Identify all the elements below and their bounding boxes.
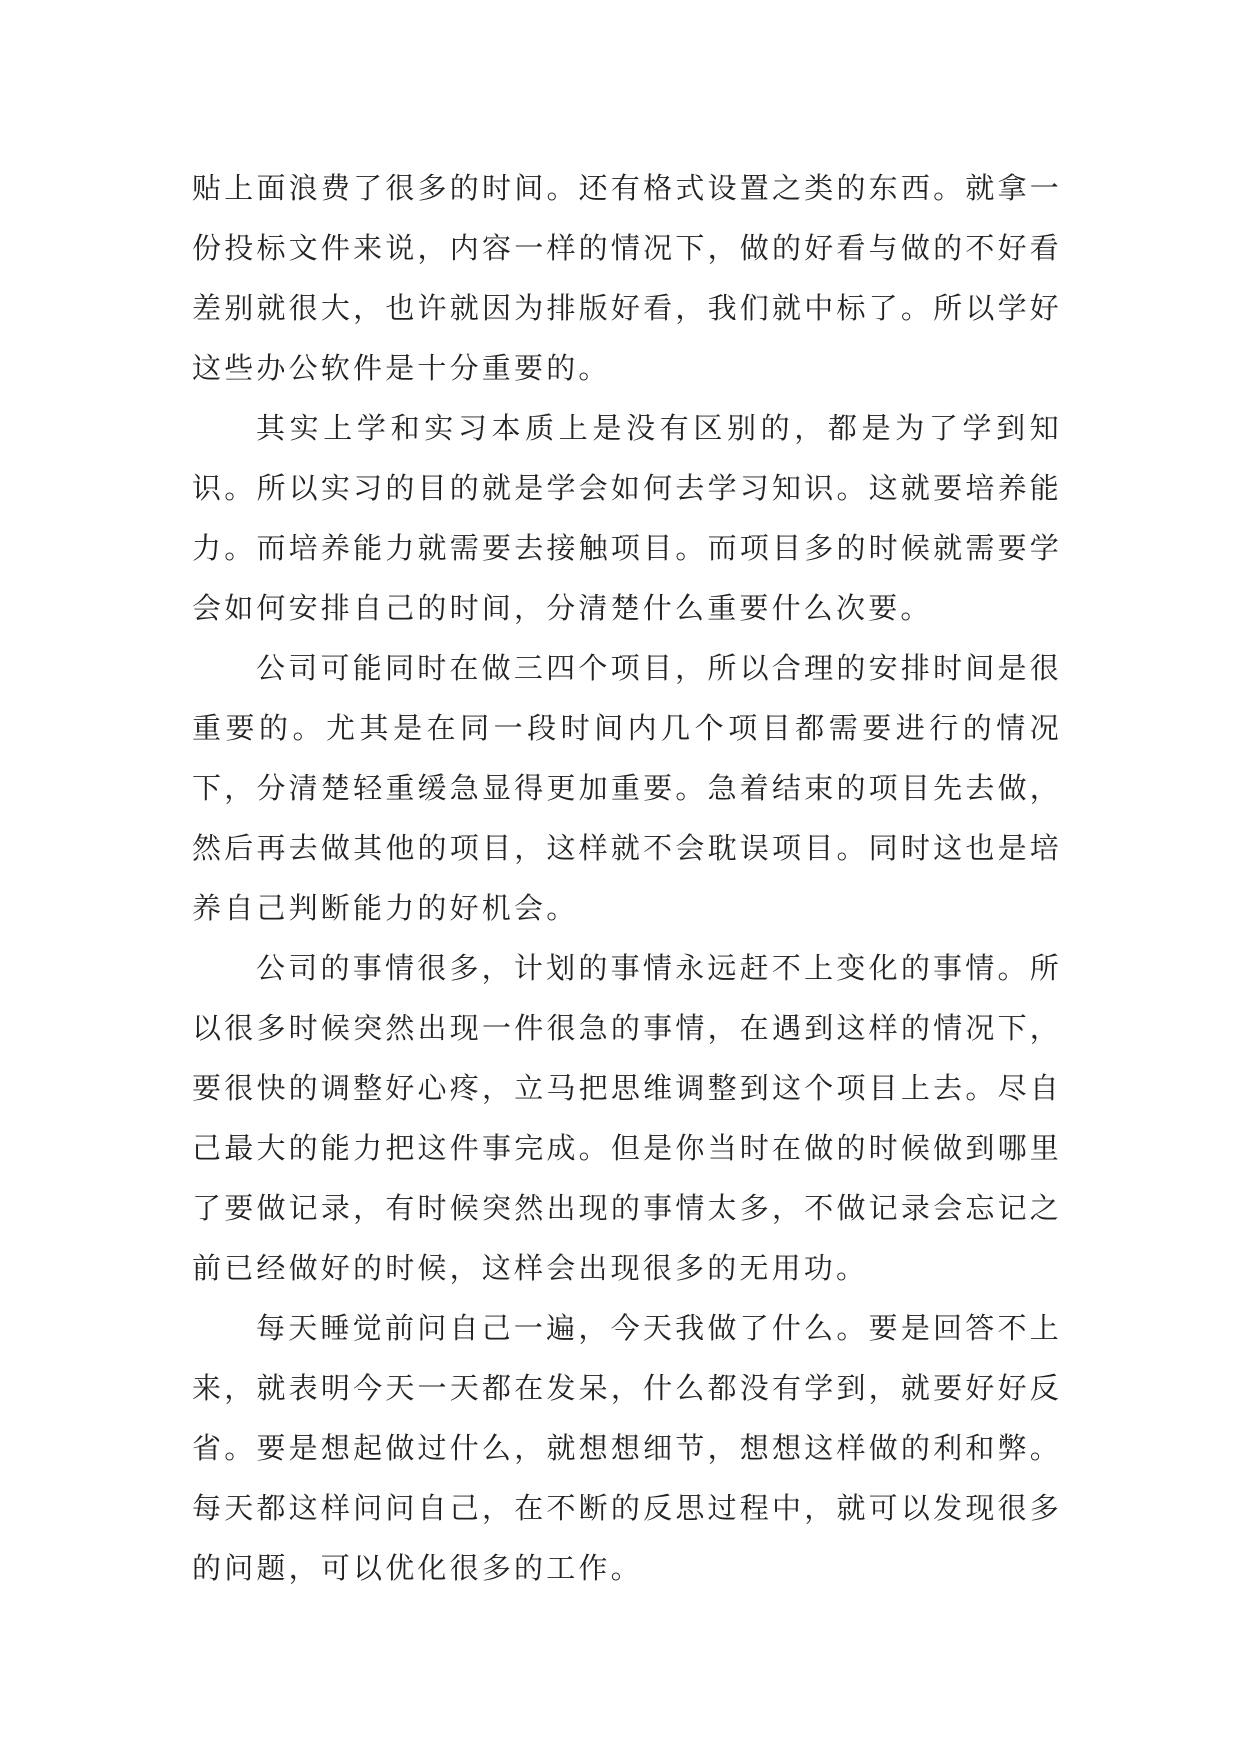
paragraph-1: 贴上面浪费了很多的时间。还有格式设置之类的东西。就拿一份投标文件来说，内容一样的情况下，做的好看与做的不好看差别就很大，也许就因为排版好看，我们就中标了。所以学好这些办公软件是十分重要的。 xyxy=(192,171,1062,385)
paragraph-5: 每天睡觉前问自己一遍，今天我做了什么。要是回答不上来，就表明今天一天都在发呆，什么都没有学到，就要好好反省。要是想起做过什么，就想想细节，想想这样做的利和弊。每天都这样问问自己，在不断的反思过程中，就可以发现很多的问题，可以优化很多的工作。 xyxy=(192,1311,1062,1585)
document-body xyxy=(192,158,1062,1598)
paragraph-2: 其实上学和实习本质上是没有区别的，都是为了学到知识。所以实习的目的就是学会如何去学习知识。这就要培养能力。而培养能力就需要去接触项目。而项目多的时候就需要学会如何安排自己的时间，分清楚什么重要什么次要。 xyxy=(192,411,1062,625)
paragraph-4: 公司的事情很多，计划的事情永远赶不上变化的事情。所以很多时候突然出现一件很急的事情，在遇到这样的情况下，要很快的调整好心疼，立马把思维调整到这个项目上去。尽自己最大的能力把这件事完成。但是你当时在做的时候做到哪里了要做记录，有时候突然出现的事情太多，不做记录会忘记之前已经做好的时候，这样会出现很多的无用功。 xyxy=(192,951,1062,1285)
paragraph-3: 公司可能同时在做三四个项目，所以合理的安排时间是很重要的。尤其是在同一段时间内几个项目都需要进行的情况下，分清楚轻重缓急显得更加重要。急着结束的项目先去做，然后再去做其他的项目，这样就不会耽误项目。同时这也是培养自己判断能力的好机会。 xyxy=(192,651,1062,925)
